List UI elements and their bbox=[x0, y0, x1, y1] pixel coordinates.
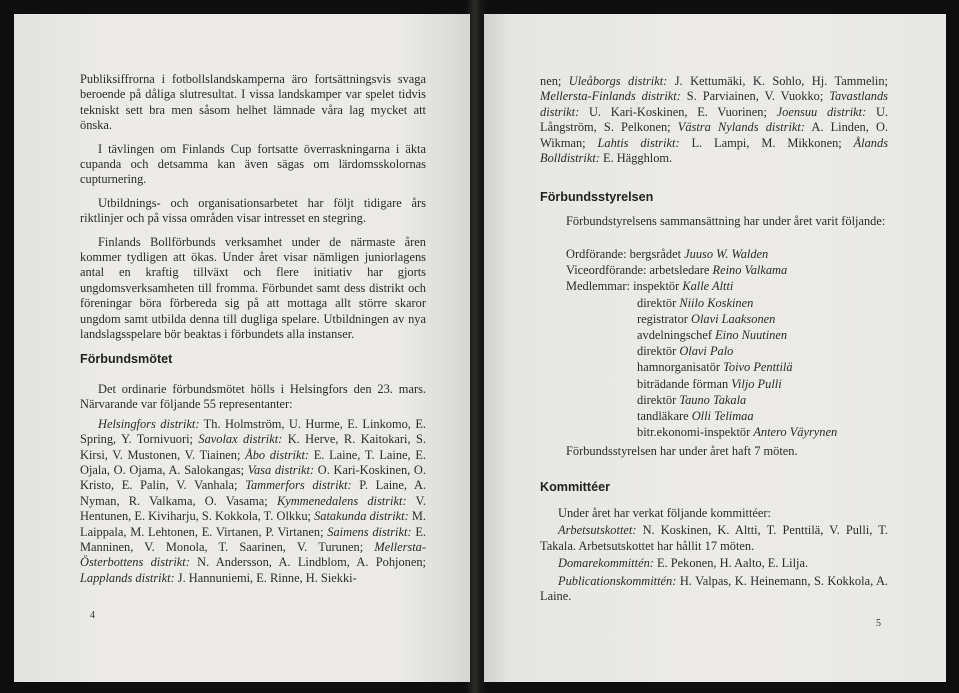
district-name: Mellersta-Österbottens distrikt: bbox=[80, 540, 426, 570]
district-members: P. Laine, A. Nyman, R. Valkama, O. Vasama; bbox=[80, 478, 426, 508]
district-representatives bbox=[80, 417, 426, 586]
district-name: Saimens distrikt: bbox=[327, 524, 412, 539]
board-role: hamnorganisatör bbox=[637, 360, 724, 375]
district-members: E. Hägghlom. bbox=[599, 151, 673, 166]
board-member bbox=[566, 376, 837, 392]
district-members: E. Laine, T. Laine, E. Ojala, O. Ojama, A. Salokangas; bbox=[80, 447, 426, 478]
district-members: O. Kari-Koskinen, O. Kristo, E. Palin, V. Vanhala; bbox=[80, 463, 426, 493]
district-name: Västra Nylands distrikt: bbox=[677, 120, 805, 135]
board-intro: Förbundstyrelsens sammansättning har under året varit följande: bbox=[566, 214, 886, 228]
board-member bbox=[566, 295, 837, 311]
board-name: Olavi Laaksonen bbox=[691, 311, 776, 326]
board-name: Reino Valkama bbox=[712, 263, 788, 278]
intro-text bbox=[80, 72, 426, 351]
board-role: biträdande förman bbox=[637, 376, 732, 391]
board-name: Toivo Penttilä bbox=[723, 360, 793, 375]
district-name: Lahtis distrikt: bbox=[597, 135, 680, 150]
intro-paragraph: Utbildnings- och organisationsarbetet har följt tidigare års riktlinjer och på vissa områden visar intresset en stegring. bbox=[80, 195, 426, 226]
district-members: U. Kari-Koskinen, E. Vuorinen; bbox=[579, 104, 777, 119]
district-name: Ålands Bolldistrikt: bbox=[540, 135, 889, 166]
board-role: tandläkare bbox=[637, 409, 692, 424]
committees-intro: Under året har verkat följande kommittéer: bbox=[558, 506, 771, 520]
district-members: K. Herve, R. Kaitokari, S. Kirsi, V. Mustonen, V. Tiainen; bbox=[80, 432, 426, 462]
district-name: Savolax distrikt: bbox=[198, 432, 283, 447]
district-name: Helsingfors distrikt: bbox=[98, 416, 200, 431]
district-members: M. Laippala, M. Lehtonen, E. Virtanen, P. Virtanen; bbox=[80, 509, 426, 539]
district-representatives-cont bbox=[540, 74, 888, 166]
meeting-intro: Det ordinarie förbundsmötet hölls i Helsingfors den 23. mars. Närvarande var följande 55 representanter: bbox=[80, 382, 426, 412]
board-name: Olli Telimaa bbox=[691, 409, 754, 424]
board-member bbox=[566, 246, 837, 262]
board-name: Juuso W. Walden bbox=[684, 247, 769, 261]
continued-districts bbox=[540, 74, 888, 166]
board-role: registrator bbox=[637, 311, 692, 326]
district-members: S. Parviainen, V. Vuokko; bbox=[680, 89, 830, 104]
district-name: Lapplands distrikt: bbox=[80, 570, 175, 585]
committee-name: Domarekommittén: bbox=[558, 556, 654, 571]
board-name: Niilo Koskinen bbox=[679, 295, 754, 310]
district-members: J. Kettumäki, K. Sohlo, Hj. Tammelin; bbox=[667, 74, 888, 88]
board-member bbox=[566, 278, 837, 294]
committee-members: N. Koskinen, K. Altti, T. Penttilä, V. Pulli, T. Takala. Arbetsutskottet har hållit 17 möten. bbox=[540, 523, 888, 553]
committee-entry bbox=[540, 574, 888, 605]
district-name: Mellersta-Finlands distrikt: bbox=[540, 89, 681, 104]
district-name: Tavastlands distrikt: bbox=[540, 89, 888, 119]
committees-text bbox=[540, 506, 888, 604]
district-members: nen; bbox=[540, 74, 569, 88]
board-name: Kalle Altti bbox=[682, 279, 734, 294]
board-name: Tauno Takala bbox=[679, 392, 747, 407]
district-members: N. Andersson, A. Lindblom, A. Pohjonen; bbox=[189, 555, 426, 570]
meeting-text bbox=[80, 382, 426, 586]
board-name: Eino Nuutinen bbox=[715, 328, 788, 343]
board-role: bitr.ekonomi-inspektör bbox=[637, 425, 754, 440]
board-member bbox=[566, 392, 837, 408]
board-list bbox=[566, 246, 837, 440]
committee-name: Publicationskommittén: bbox=[558, 573, 677, 588]
left-page bbox=[14, 14, 470, 682]
district-name: Vasa distrikt: bbox=[247, 463, 315, 478]
district-name: Satakunda distrikt: bbox=[314, 509, 409, 524]
district-name: Tammerfors distrikt: bbox=[245, 478, 352, 493]
committee-members: H. Valpas, K. Heinemann, S. Kokkola, A. Laine. bbox=[540, 573, 888, 604]
district-members: Th. Holmström, U. Hurme, E. Linkomo, E. Spring, Y. Tornivuori; bbox=[80, 416, 426, 447]
board-name: Olavi Palo bbox=[679, 344, 734, 359]
committee-entry bbox=[540, 523, 888, 554]
district-members: E. Manninen, V. Monola, T. Saarinen, V. Turunen; bbox=[80, 524, 426, 555]
section-heading-kommitteer: Kommittéer bbox=[540, 480, 610, 494]
district-name: Kymmenedalens distrikt: bbox=[276, 493, 407, 508]
board-member bbox=[566, 408, 837, 424]
page-number-left: 4 bbox=[90, 610, 95, 621]
board-member bbox=[566, 343, 837, 359]
board-role: Medlemmar: inspektör bbox=[566, 279, 683, 294]
board-member bbox=[566, 327, 837, 343]
board-name: Viljo Pulli bbox=[731, 376, 782, 391]
board-role: direktör bbox=[637, 295, 680, 310]
district-members: U. Långström, S. Pelkonen; bbox=[540, 104, 888, 135]
board-meetings: Förbundsstyrelsen har under året haft 7 möten. bbox=[566, 444, 798, 458]
board-role: Ordförande: bergsrådet bbox=[566, 247, 685, 261]
section-heading-forbundsmotet: Förbundsmötet bbox=[80, 352, 173, 366]
committee-members: E. Pekonen, H. Aalto, E. Lilja. bbox=[653, 556, 809, 571]
board-role: direktör bbox=[637, 344, 680, 359]
intro-paragraph: Publiksiffrorna i fotbollslandskamperna äro fortsättningsvis svaga beroende på dåliga slutresultat. I vissa landskamper var spelet tidvis tekniskt sett bra men såsom helhet lämnade våra lag mycket att önska. bbox=[80, 72, 426, 133]
district-members: V. Hentunen, E. Kiviharju, S. Kokkola, T. Olkku; bbox=[80, 493, 426, 524]
intro-paragraph: Finlands Bollförbunds verksamhet under de närmaste åren kommer tydligen att ökas. Under året visar nämligen juniorlagens antal en kraftig tillväxt och flere initiativ har gjorts ungdomsverksamheten till fromma. Förbundet samt dess distrikt och föreningar böra förbereda sig på att mottaga allt större skaror ungdom samt utbilda denna till dugliga spelare. Utbildningen av nya landslagsspelare bör beaktas i förbundets alla instanser. bbox=[80, 234, 426, 342]
board-role: direktör bbox=[637, 392, 680, 407]
board-role: Viceordförande: arbetsledare bbox=[566, 263, 713, 278]
district-members: A. Linden, O. Wikman; bbox=[540, 120, 888, 150]
committee-entry bbox=[540, 556, 888, 571]
intro-paragraph: I tävlingen om Finlands Cup fortsatte överraskningarna i äkta cupanda och detsamma kan även sägas om lärdomsskolornas cupturnering. bbox=[80, 141, 426, 187]
district-members: L. Lampi, M. Mikkonen; bbox=[679, 135, 854, 150]
right-page bbox=[484, 14, 946, 682]
district-name: Joensuu distrikt: bbox=[776, 104, 867, 119]
board-member bbox=[566, 359, 837, 375]
board-member bbox=[566, 262, 837, 278]
board-name: Antero Väyrynen bbox=[753, 425, 838, 440]
section-heading-forbundsstyrelsen: Förbundsstyrelsen bbox=[540, 190, 654, 204]
district-members: J. Hannuniemi, E. Rinne, H. Siekki- bbox=[174, 570, 357, 585]
board-member bbox=[566, 424, 837, 440]
committee-name: Arbetsutskottet: bbox=[558, 523, 637, 538]
board-role: avdelningschef bbox=[637, 328, 716, 343]
page-number-right: 5 bbox=[876, 618, 881, 629]
district-name: Åbo distrikt: bbox=[245, 447, 310, 462]
district-name: Uleåborgs distrikt: bbox=[568, 74, 668, 88]
board-member bbox=[566, 311, 837, 327]
